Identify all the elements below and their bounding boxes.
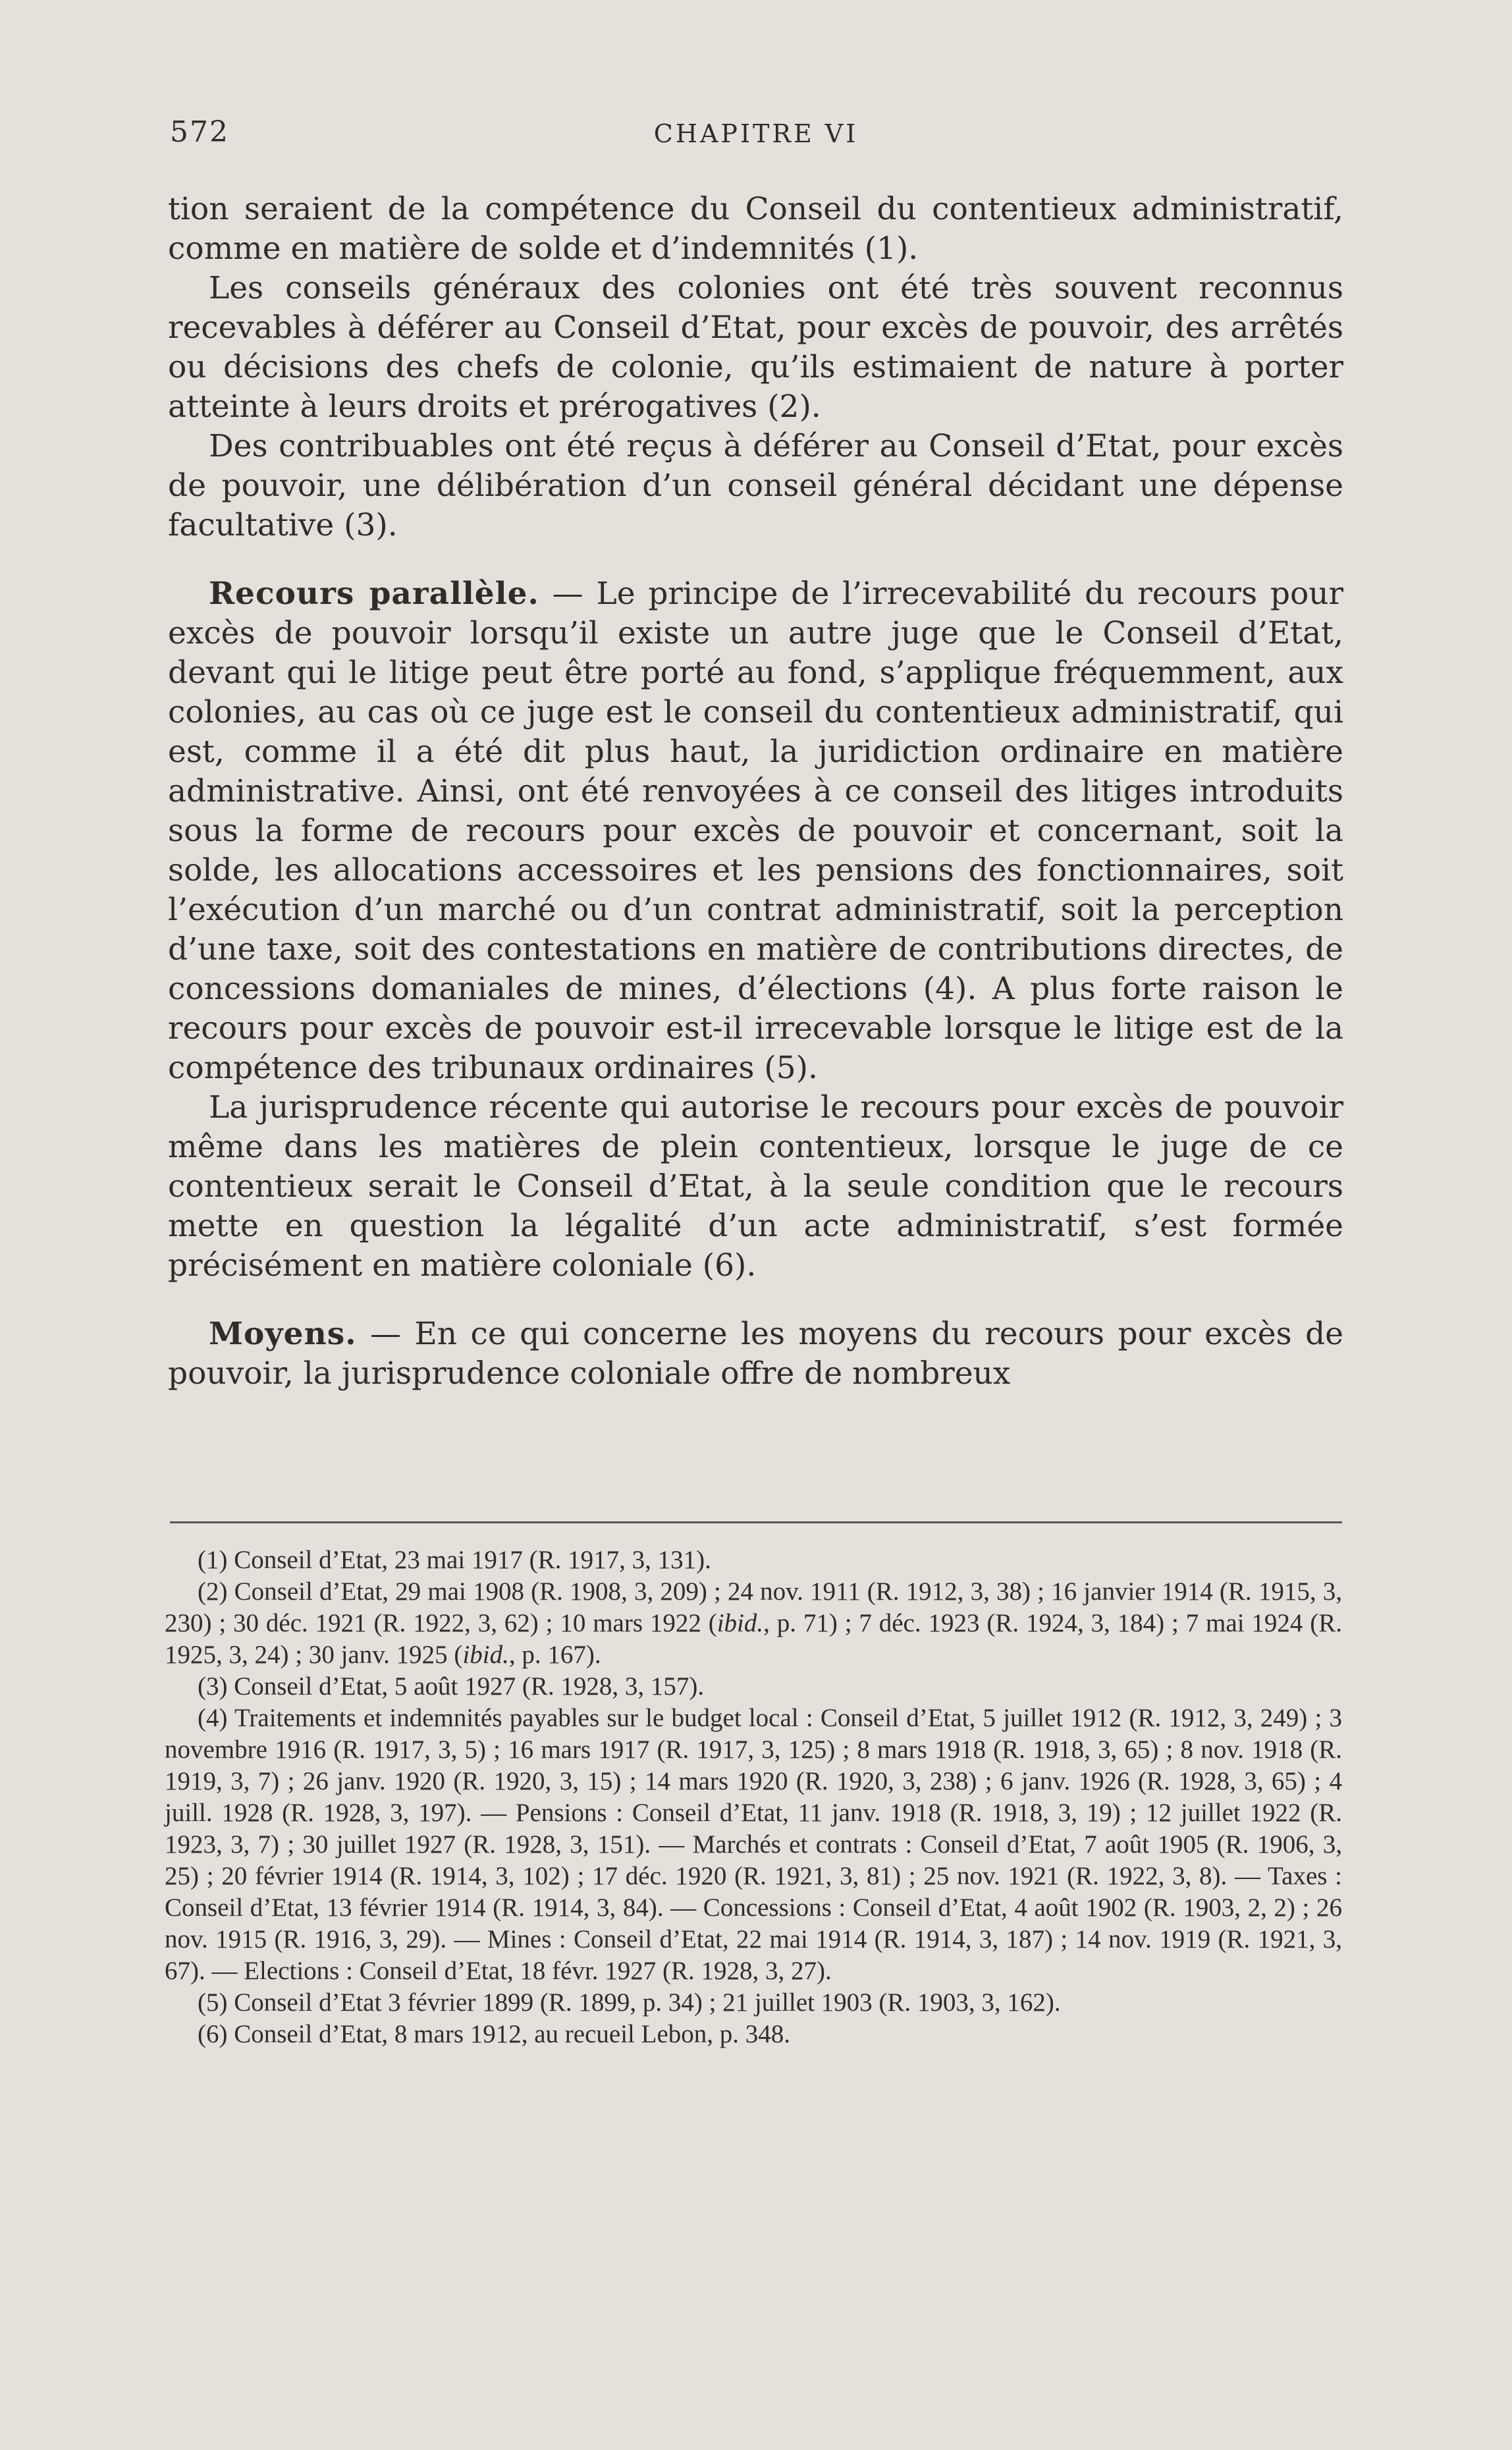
footnote-2-ibid-2: ibid. [462, 1641, 509, 1669]
footnote-2-part-b: , p. 71) ; 7 déc. 1923 (R. 1924, 3, 184) ; 7 mai 1924 (R. 1925, 3, 24) ; 30 janv. 1925 ( [165, 1609, 1342, 1669]
footnote-3: (3) Conseil d’Etat, 5 août 1927 (R. 1928, 3, 157). [198, 1672, 705, 1701]
paragraph-contribuables: Des contribuables ont été reçus à déférer au Conseil d’Etat, pour excès de pouvoir, une délibération d’un conseil général décidant une dépense facultative (3). [168, 428, 1343, 543]
footnote-divider [170, 1521, 1342, 1523]
footnote-6: (6) Conseil d’Etat, 8 mars 1912, au recueil Lebon, p. 348. [198, 2020, 791, 2048]
paragraph-jurisprudence: La jurisprudence récente qui autorise le recours pour excès de pouvoir même dans les matières de plein contentieux, lorsque le juge de ce contentieux serait le Conseil d’Etat, à la seule condition que le recours mette en question la légalité d’un acte administratif, s’est formée précisément en matière coloniale (6). [168, 1089, 1343, 1284]
paragraph-recours-parallele [168, 574, 1343, 1088]
moyens-text: — En ce qui concerne les moyens du recours pour excès de pouvoir, la jurisprudence coloniale offre de nombreux [168, 1316, 1343, 1392]
page-number: 572 [170, 115, 229, 149]
paragraph-moyens [168, 1315, 1343, 1394]
recours-parallele-text: — Le principe de l’irrecevabilité du recours pour excès de pouvoir lorsqu’il existe un autre juge que le Conseil d’Etat, devant qui le litige peut être porté au fond, s’applique fréquemment, aux colonies, au cas où ce juge est le conseil du contentieux administratif, qui est, comme il a été dit plus haut, la juridiction ordinaire en matière administrative. Ainsi, ont été renvoyées à ce conseil des litiges introduits sous la forme de recours pour excès de pouvoir et concernant, soit la solde, les allocations accessoires et les pensions des fonctionnaires, soit l’exécution d’un marché ou d’un contrat administratif, soit la perception d’une taxe, soit des contestations en matière de contributions directes, de concessions domaniales de mines, d’élections (4). A plus forte raison le recours pour excès de pouvoir est-il irrecevable lorsque le litige est de la compétence des tribunaux ordinaires (5). [168, 576, 1344, 1086]
paragraph-continuation: tion seraient de la compétence du Conseil du contentieux administratif, comme en matière de solde et d’indemnités (1). [168, 191, 1343, 267]
footnote-2 [165, 1576, 1342, 1671]
footnote-4: (4) Traitements et indemnités payables sur le budget local : Conseil d’Etat, 5 juillet 1912 (R. 1912, 3, 249) ; 3 novembre 1916 (R. 1917, 3, 5) ; 16 mars 1917 (R. 1917, 3, 125) ; 8 mars 1918 (R. 1918, 3, 65) ; 8 nov. 1918 (R. 1919, 3, 7) ; 26 janv. 1920 (R. 1920, 3, 15) ; 14 mars 1920 (R. 1920, 3, 238) ; 6 janv. 1926 (R. 1928, 3, 65) ; 4 juill. 1928 (R. 1928, 3, 197). — Pensions : Conseil d’Etat, 11 janv. 1918 (R. 1918, 3, 19) ; 12 juillet 1922 (R. 1923, 3, 7) ; 30 juillet 1927 (R. 1928, 3, 151). — Marchés et contrats : Conseil d’Etat, 7 août 1905 (R. 1906, 3, 25) ; 20 février 1914 (R. 1914, 3, 102) ; 17 déc. 1920 (R. 1921, 3, 81) ; 25 nov. 1921 (R. 1922, 3, 8). — Taxes : Conseil d’Etat, 13 février 1914 (R. 1914, 3, 84). — Concessions : Conseil d’Etat, 4 août 1902 (R. 1903, 2, 2) ; 26 nov. 1915 (R. 1916, 3, 29). — Mines : Conseil d’Etat, 22 mai 1914 (R. 1914, 3, 187) ; 14 nov. 1919 (R. 1921, 3, 67). — Elections : Conseil d’Etat, 18 févr. 1927 (R. 1928, 3, 27). [165, 1704, 1342, 1985]
page-header [170, 115, 1342, 161]
footnotes [165, 1544, 1342, 2050]
main-text [168, 190, 1343, 1394]
footnote-5: (5) Conseil d’Etat 3 février 1899 (R. 1899, p. 34) ; 21 juillet 1903 (R. 1903, 3, 162). [198, 1988, 1061, 2017]
footnote-2-part-a: (2) Conseil d’Etat, 29 mai 1908 (R. 1908, 3, 209) ; 24 nov. 1911 (R. 1912, 3, 38) ; 16 janvier 1914 (R. 1915, 3, 230) ; 30 déc. 1921 (R. 1922, 3, 62) ; 10 mars 1922 ( [165, 1577, 1342, 1637]
paragraph-conseils-generaux: Les conseils généraux des colonies ont été très souvent reconnus recevables à déférer au Conseil d’Etat, pour excès de pouvoir, des arrêtés ou décisions des chefs de colonie, qu’ils estimaient de nature à porter atteinte à leurs droits et prérogatives (2). [168, 270, 1343, 425]
footnote-2-part-c: , p. 167). [508, 1641, 601, 1669]
section-heading-moyens: Moyens. [209, 1316, 357, 1352]
footnote-1: (1) Conseil d’Etat, 23 mai 1917 (R. 1917, 3, 131). [198, 1546, 711, 1574]
running-title: CHAPITRE VI [653, 119, 859, 148]
footnote-2-ibid-1: ibid. [716, 1609, 764, 1637]
section-heading-recours-parallele: Recours parallèle. [209, 576, 539, 612]
